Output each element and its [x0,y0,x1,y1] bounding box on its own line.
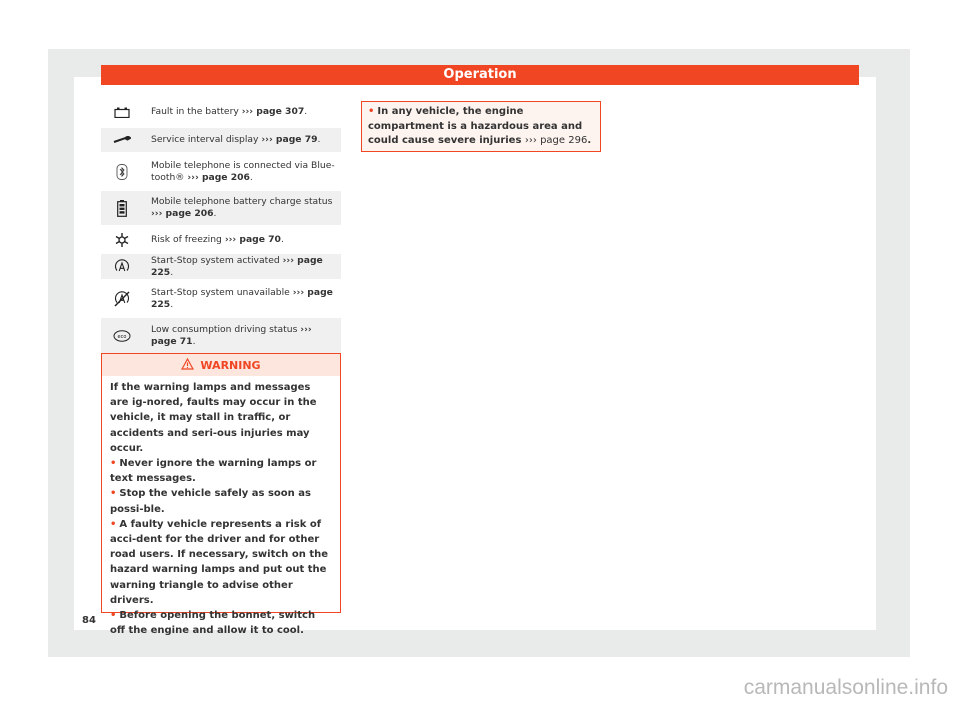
svg-text:eco: eco [117,334,127,340]
table-row [101,226,341,254]
warning-box [101,353,341,637]
start-stop-icon [101,259,143,275]
page-link[interactable]: ››› page 70 [224,233,281,245]
page-link[interactable]: ››› page 71 [151,324,312,347]
page-number: 84 [82,615,96,626]
warning-intro: If the warning lamps and messages are ig-nored, faults may occur in the vehicle, it may stall in traffic, or accidents and seri-ous injuries may occur. [110,382,317,454]
start-stop-unavailable-icon [101,290,143,308]
table-row [101,153,341,191]
indicator-table [101,97,341,355]
page-link[interactable]: ››› page 225 [151,286,333,310]
warning-header [102,354,340,376]
wrench-icon [101,136,143,144]
table-row [101,97,341,128]
warning-bullet: • Before opening the bonnet, switch off the engine and allow it to cool. [110,610,316,637]
row-text: Fault in the battery ››› page 307. [151,106,308,117]
row-text: Mobile telephone is connected via Blue-tooth® ››› page 206. [151,159,335,183]
watermark: carmanualsonline.info [743,676,948,699]
page-link[interactable]: ››› page 296 [524,135,588,146]
page-link[interactable]: ››› page 225 [151,254,323,278]
caution-note: • In any vehicle, the engine compartment is a hazardous area and could cause severe injuries ››› page 296. [361,101,601,152]
bluetooth-icon [101,164,143,180]
warning-title: WARNING [200,358,261,372]
section-header: Operation [101,65,859,85]
row-text: Mobile telephone battery charge status ››› page 206. [151,196,333,219]
page-link[interactable]: ››› page 206 [187,171,250,183]
row-text: Risk of freezing ››› page 70. [151,233,284,245]
snowflake-icon [101,232,143,248]
table-row [101,280,341,318]
phone-battery-icon [101,200,143,217]
warning-triangle-icon [181,358,194,373]
battery-icon [101,107,143,118]
table-row [101,318,341,355]
row-text: Low consumption driving status ››› page 71. [151,324,312,347]
warning-bullet: • A faulty vehicle represents a risk of acci-dent for the driver and for other road users. If necessary, switch on the hazard warning lamps and put out the warning triangle to advise other drivers. [110,518,329,606]
page-link[interactable]: ››› page 307 [241,106,305,117]
row-text: Service interval display ››› page 79. [151,134,321,145]
row-text: Start-Stop system activated ››› page 225. [151,254,323,278]
table-row [101,128,341,153]
warning-bullet: • Stop the vehicle safely as soon as possi-ble. [110,488,311,515]
table-row [101,191,341,226]
warning-body [102,376,340,638]
page-link[interactable]: ››› page 206 [151,208,214,219]
eco-icon [101,330,143,342]
warning-bullet: • Never ignore the warning lamps or text messages. [110,458,317,485]
note-text: In any vehicle, the engine compartment is a hazardous area and could cause severe injuries [368,106,583,146]
table-row [101,254,341,280]
row-text: Start-Stop system unavailable ››› page 225. [151,286,333,310]
page-link[interactable]: ››› page 79 [261,134,318,145]
